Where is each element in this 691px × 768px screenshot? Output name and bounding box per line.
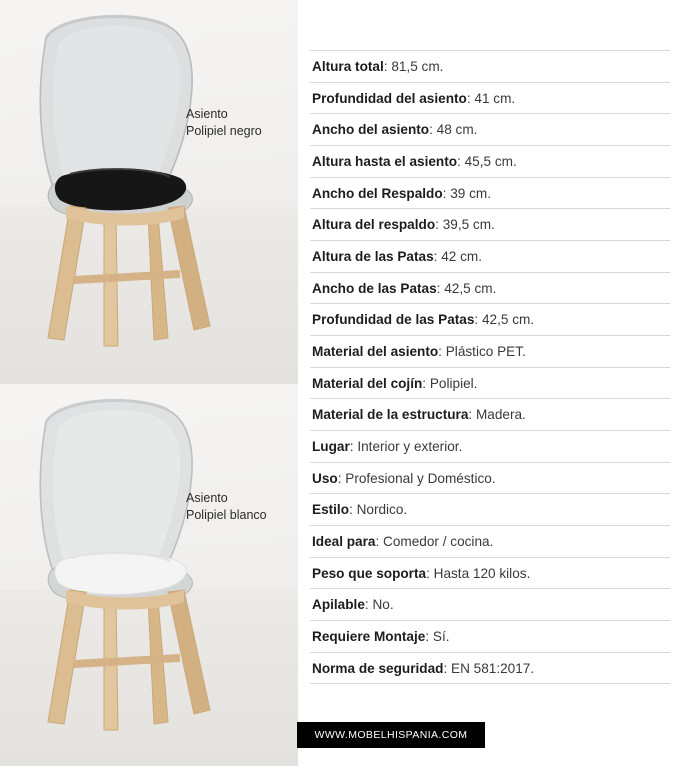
spec-value: : (468, 407, 476, 423)
spec-label: Apilable (312, 597, 365, 613)
spec-value-text: Sí. (432, 629, 450, 645)
spec-value: : (457, 154, 465, 170)
spec-row (310, 653, 670, 685)
spec-value: : (337, 470, 346, 486)
spec-value: : (429, 122, 437, 138)
spec-value: : (436, 280, 445, 296)
spec-row (310, 209, 670, 241)
spec-value: : (375, 534, 384, 550)
spec-label: Lugar (312, 439, 350, 455)
spec-row (310, 399, 670, 431)
spec-value-text: Hasta 120 kilos. (433, 565, 531, 581)
spec-label: Altura de las Patas (312, 249, 434, 265)
spec-row (310, 589, 670, 621)
spec-value-text: Comedor / cocina. (383, 534, 494, 550)
spec-value-text: Polipiel. (429, 375, 478, 391)
spec-label: Material del cojín (312, 375, 423, 391)
spec-value: : (433, 249, 442, 265)
specifications-list (310, 50, 670, 684)
spec-label: Ideal para (312, 534, 376, 550)
spec-value-text: Nordico. (356, 502, 408, 518)
spec-value-text: Profesional y Doméstico. (345, 470, 496, 486)
spec-value-text: 42,5 cm. (481, 312, 535, 328)
spec-value: : (438, 344, 446, 360)
spec-value-text: 81,5 cm. (391, 59, 444, 74)
spec-label: Estilo (312, 502, 350, 518)
spec-row (310, 50, 670, 83)
product-caption-black (186, 106, 290, 140)
spec-label: Ancho del asiento (312, 122, 430, 138)
product-image-white (0, 383, 298, 766)
spec-value: : (349, 502, 357, 518)
spec-value: : (349, 439, 358, 455)
spec-row (310, 621, 670, 653)
spec-value: : (422, 375, 430, 391)
spec-value: : (442, 185, 451, 201)
spec-label: Profundidad del asiento (312, 90, 467, 106)
caption-line-2: Polipiel negro (186, 123, 262, 138)
spec-row (310, 526, 670, 558)
spec-value: : (425, 629, 433, 645)
spec-label: Norma de seguridad (312, 660, 444, 676)
spec-row (310, 431, 670, 463)
spec-row (310, 494, 670, 526)
spec-value-text: 39 cm. (450, 185, 492, 201)
spec-label: Material de la estructura (312, 407, 469, 423)
spec-label: Ancho de las Patas (312, 280, 437, 296)
spec-label: Uso (312, 470, 338, 486)
caption-line-1: Asiento (186, 107, 228, 121)
chair-illustration-black (8, 8, 238, 368)
spec-value-text: 42 cm. (441, 249, 482, 265)
spec-row (310, 83, 670, 115)
spec-value-text: 42,5 cm. (444, 280, 497, 296)
spec-value-text: No. (372, 597, 394, 613)
product-images-column (0, 0, 298, 768)
spec-value-text: Madera. (475, 407, 526, 423)
spec-label: Peso que soporta (312, 565, 427, 581)
spec-value-text: Plástico PET. (445, 344, 526, 360)
spec-value: : (435, 217, 443, 233)
spec-value-text: 39,5 cm. (442, 217, 495, 233)
spec-row (310, 304, 670, 336)
spec-value: : (443, 660, 451, 676)
caption-line-2: Polipiel blanco (186, 507, 267, 522)
spec-label: Altura del respaldo (312, 217, 436, 233)
spec-value-text: 41 cm. (474, 90, 516, 106)
product-image-black (0, 0, 298, 383)
caption-line-1: Asiento (186, 491, 228, 505)
spec-value-text: 45,5 cm. (464, 154, 517, 170)
spec-value: : (466, 90, 475, 106)
spec-row (310, 241, 670, 273)
spec-value-text: Interior y exterior. (357, 439, 463, 455)
spec-row (310, 114, 670, 146)
chair-illustration-white (8, 392, 238, 752)
spec-row (310, 368, 670, 400)
spec-value: : (383, 59, 392, 74)
spec-value-text: 48 cm. (436, 122, 478, 138)
spec-label: Requiere Montaje (312, 629, 426, 645)
spec-label: Profundidad de las Patas (312, 312, 475, 328)
product-caption-white (186, 490, 290, 524)
spec-label: Ancho del Respaldo (312, 185, 443, 201)
spec-row (310, 336, 670, 368)
spec-row (310, 178, 670, 210)
spec-value-text: EN 581:2017. (451, 660, 535, 676)
website-url-banner[interactable]: WWW.MOBELHISPANIA.COM (297, 722, 485, 748)
spec-label: Altura hasta el asiento (312, 154, 458, 170)
spec-row (310, 463, 670, 495)
spec-label: Material del asiento (312, 344, 439, 360)
spec-value: : (426, 565, 434, 581)
spec-label: Altura total (312, 59, 384, 74)
spec-value: : (364, 597, 373, 613)
spec-row (310, 273, 670, 305)
spec-row (310, 558, 670, 590)
spec-row (310, 146, 670, 178)
spec-value: : (474, 312, 482, 328)
